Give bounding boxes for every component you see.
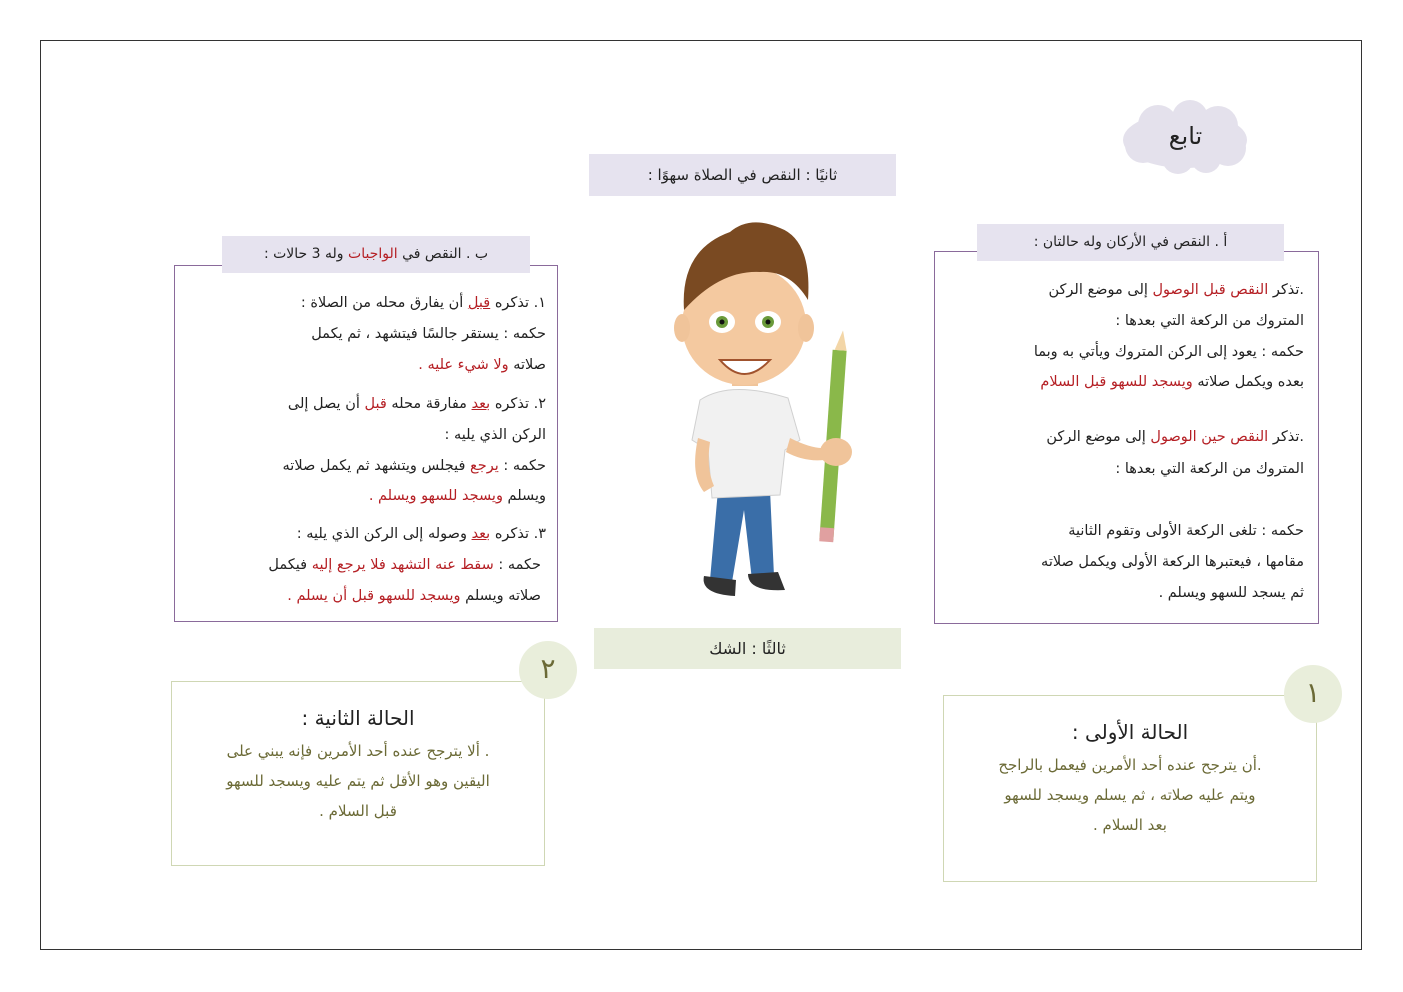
part-b-line-8: ٣. تذكره بعد وصوله إلى الركن الذي يليه : bbox=[296, 526, 546, 542]
section-title: ثانيًا : النقص في الصلاة سهوًا : bbox=[589, 154, 896, 196]
part-a-line-5: .تذكر النقص حين الوصول إلى موضع الركن bbox=[1046, 429, 1304, 445]
part-b-line-2: حكمه : يستقر جالسًا فيتشهد ، ثم يكمل bbox=[311, 326, 546, 342]
part-a-line-3: حكمه : يعود إلى الركن المتروك ويأتي به وبما bbox=[1033, 344, 1304, 360]
case-1-box bbox=[943, 695, 1317, 882]
part-b-line-6: حكمه : يرجع فيجلس ويتشهد ثم يكمل صلاته bbox=[282, 458, 546, 474]
continued-label: تابع bbox=[1168, 122, 1203, 150]
part-a-line-6: المتروك من الركعة التي بعدها : bbox=[1115, 461, 1304, 477]
part-a-line-4: بعده ويكمل صلاته ويسجد للسهو قبل السلام bbox=[1040, 374, 1304, 390]
case-2-number: ٢ bbox=[519, 641, 577, 699]
case-2-title: الحالة الثانية : bbox=[301, 706, 415, 730]
part-b-line-3: صلاته ولا شيء عليه . bbox=[418, 357, 546, 373]
part-b-line-9: حكمه : سقط عنه التشهد فلا يرجع إليه فيكمل bbox=[268, 557, 541, 573]
case-1-title: الحالة الأولى : bbox=[1071, 720, 1189, 744]
part-a-line-9: ثم يسجد للسهو ويسلم . bbox=[1158, 585, 1304, 601]
part-b-line-7: ويسلم ويسجد للسهو ويسلم . bbox=[368, 488, 546, 504]
part-a-label: أ . النقص في الأركان وله حالتان : bbox=[977, 224, 1284, 261]
case-1-line-3: بعد السلام . bbox=[1093, 816, 1167, 834]
cartoon-boy-illustration bbox=[640, 210, 880, 605]
case-1-body bbox=[944, 750, 1316, 840]
case-2-line-2: اليقين وهو الأقل ثم يتم عليه ويسجد للسهو bbox=[226, 772, 490, 790]
part-b-line-4: ٢. تذكره بعد مفارقة محله قبل أن يصل إلى bbox=[287, 396, 546, 412]
part-a-line-2: المتروك من الركعة التي بعدها : bbox=[1115, 313, 1304, 329]
part-b-label: ب . النقص في الواجبات وله 3 حالات : bbox=[222, 236, 530, 273]
part-b-line-5: الركن الذي يليه : bbox=[444, 427, 546, 443]
case-2-box bbox=[171, 681, 545, 866]
case-1-line-2: ويتم عليه صلاته ، ثم يسلم ويسجد للسهو bbox=[1004, 786, 1256, 804]
case-2-line-1: . ألا يترجح عنده أحد الأمرين فإنه يبني على bbox=[226, 742, 490, 760]
part-a-line-8: مقامها ، فيعتبرها الركعة الأولى ويكمل صلاته bbox=[1041, 554, 1304, 570]
case-1-line-1: .أن يترجح عنده أحد الأمرين فيعمل بالراجح bbox=[998, 756, 1262, 774]
case-2-line-3: قبل السلام . bbox=[319, 802, 397, 820]
third-section-title: ثالثًا : الشك bbox=[594, 628, 901, 669]
case-2-body bbox=[172, 736, 544, 826]
case-1-number: ١ bbox=[1284, 665, 1342, 723]
part-a-line-1: .تذكر النقص قبل الوصول إلى موضع الركن bbox=[1048, 282, 1304, 298]
part-b-line-1: ١. تذكره قبل أن يفارق محله من الصلاة : bbox=[300, 295, 546, 311]
part-b-line-10: صلاته ويسلم ويسجد للسهو قبل أن يسلم . bbox=[287, 588, 541, 604]
part-a-line-7: حكمه : تلغى الركعة الأولى وتقوم الثانية bbox=[1068, 523, 1304, 539]
